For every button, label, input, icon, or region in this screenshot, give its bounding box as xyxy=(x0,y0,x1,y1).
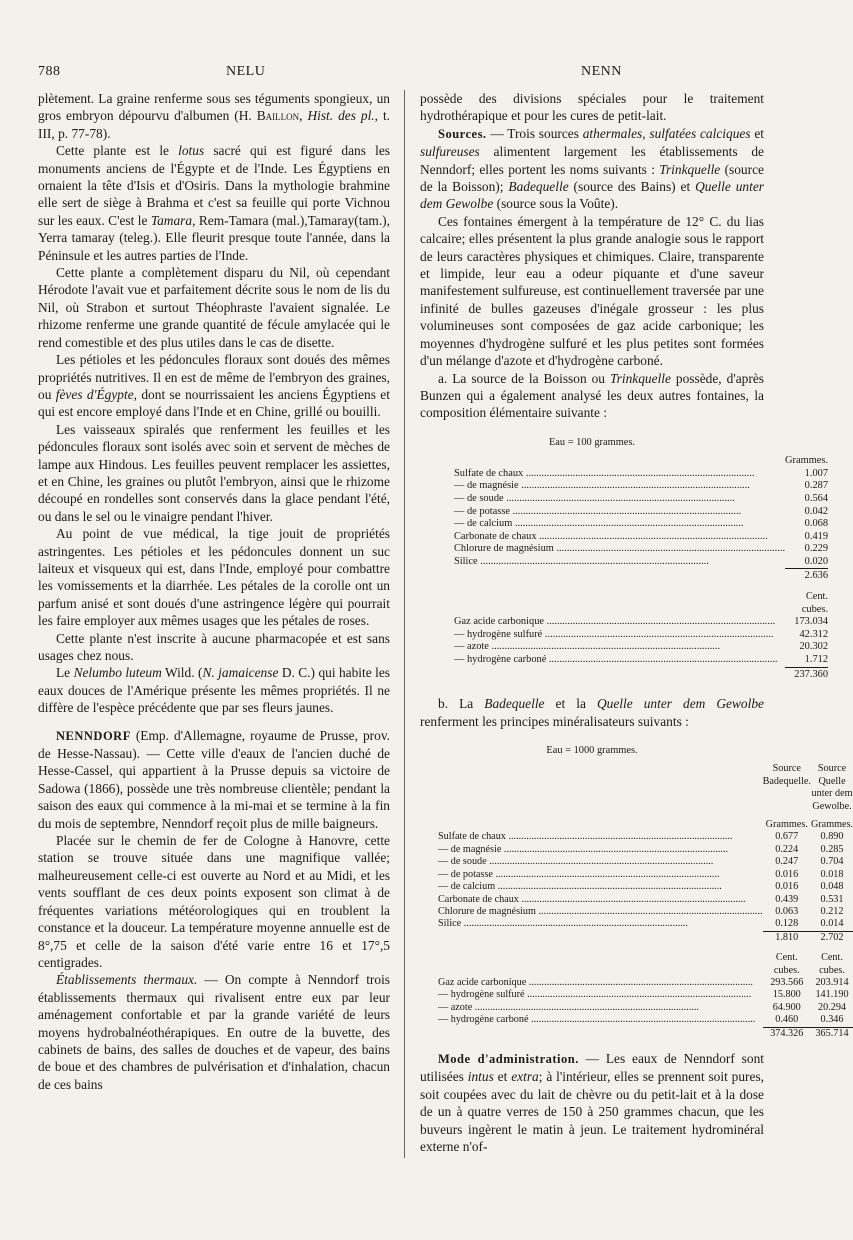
running-head-right: NENN xyxy=(581,64,622,79)
table-trinkquelle xyxy=(454,455,828,681)
table-row: — azote ..... 64.900 20.294 xyxy=(438,1002,853,1014)
paragraph: plètement. La graine renferme sous ses téguments spongieux, un gros embryon dépourvu d'albumen (H. Baillon, Hist. des pl., t. III, p. 77-78). xyxy=(38,91,391,141)
paragraph: Cette plante est le lotus sacré qui est figuré dans les monuments anciens de l'Égypte et de l'Inde. Les Égyptiens en ornaient la tête d'Isis et d'Osiris. Dans la mythologie brahmine elle sert de siège à Brahma et c'est sa feuille qui porte Vichnou sur les eaux. C'est le Tamara, Rem-Tamara (mal.),Tamaray(tam.), Yerra tamaray (teleg.). Elle fleurit presque toute l'année, dans la Péninsule et les autres parties de l'Inde. xyxy=(38,143,390,263)
table-total: 1.810 2.702 xyxy=(438,931,853,944)
paragraph: Le Nelumbo luteum Wild. (N. jamaicense D. C.) qui habite les eaux douces de l'Amérique présente les mêmes propriétés. Il ne diffère de l'espèce précédente que par ses fleurs jaunes. xyxy=(38,665,390,716)
section-heading: Sources. xyxy=(438,126,487,141)
table-total: 374.326 365.714 xyxy=(438,1027,853,1040)
paragraph: Sources. — Trois sources athermales, sulfatées calciques et sulfureuses alimentent largement les établissements de Nenndorf; elles portent les noms suivants : Trinkquelle (source de la Boisson); Badequelle (source des Bains) et Quelle unter dem Gewolbe (source sous la Voûte). xyxy=(420,125,765,212)
table-total: 237.360 xyxy=(454,667,828,681)
paragraph: b. La Badequelle et la Quelle unter dem Gewolbe renferment les principes minéralisateurs suivants : xyxy=(420,696,764,729)
table-row: — azote ..... 20.302 xyxy=(454,641,828,654)
column-header: Source Quelle unter dem Gewolbe. xyxy=(811,763,853,812)
unit-header: Grammes. xyxy=(785,455,829,467)
table-row: — de potasse ..... 0.016 0.018 xyxy=(438,869,853,881)
table-badequelle-gewolbe xyxy=(438,763,853,1040)
table-row: — de soude ..... 0.247 0.704 xyxy=(438,856,853,868)
paragraph: Cette plante a complètement disparu du Nil, où cependant Hérodote l'avait vue et parfaitement décrite sous le nom de lis du Nil, où Strabon et surtout Théophraste l'avaient signalée. Le rhizome renferme une grande quantité de fécule amylacée qui le rend comestible et des plus utiles dans le cas de disette. xyxy=(38,265,390,350)
table-row: Gaz acide carbonique ..... 173.034 xyxy=(454,616,828,629)
table-row: — hydrogène sulfuré ..... 15.800 141.190 xyxy=(438,989,853,1001)
table2-caption: Eau = 1000 grammes. xyxy=(546,745,638,757)
paragraph: Au point de vue médical, la tige jouit de propriétés astringentes. Les pétioles et les pédoncules donnent un suc laiteux et visqueux qui est, dans l'Inde, employé pour combattre les vomissements et la diarrhée. Les pétales de la corolle ont un parfum anisé et sont doués d'une astringence légère qui pourrait les faire employer aux mêmes usages que les pétales de roses. xyxy=(38,526,390,629)
table-row: Silice ..... 0.020 xyxy=(454,556,828,569)
unit-header: Grammes. xyxy=(765,819,808,831)
table-row: — de calcium ..... 0.016 0.048 xyxy=(438,881,853,893)
right-column xyxy=(420,90,853,1155)
unit-header: Grammes. xyxy=(810,819,853,831)
table-total: 2.636 xyxy=(454,569,828,583)
table-row: Chlorure de magnésium ..... 0.229 xyxy=(454,543,828,556)
paragraph: a. La source de la Boisson ou Trinkquelle possède, d'après Bunzen qui a également analysé les deux autres fontaines, la composition élémentaire suivante : xyxy=(420,370,764,421)
paragraph: Les pétioles et les pédoncules floraux sont doués des mêmes propriétés nutritives. Il en est de même de l'embryon des graines, ou fèves d'Égypte, dont se nourrissaient les anciens Égyptiens et qui est encore employé dans l'Inde et en Chine, grillé ou bouilli. xyxy=(38,352,390,420)
table-row: — hydrogène carboné ..... 1.712 xyxy=(454,654,828,667)
column-divider xyxy=(404,90,405,1158)
running-head-left: NELU xyxy=(226,64,266,79)
table-row: Carbonate de chaux ..... 0.419 xyxy=(454,531,828,544)
unit-header: Cent. cubes. xyxy=(773,952,800,976)
section-heading: Mode d'administration. xyxy=(438,1051,579,1066)
paragraph: Cette plante n'est inscrite à aucune pharmacopée et est sans usages chez nous. xyxy=(38,630,390,663)
unit-header: Cent. cubes. xyxy=(801,591,829,615)
table-row: — de calcium ..... 0.068 xyxy=(454,518,828,531)
book-title: Hist. des pl. xyxy=(307,108,375,124)
table-row: Chlorure de magnésium ..... 0.063 0.212 xyxy=(438,906,853,918)
entry-headword: NENNDORF xyxy=(56,728,131,743)
table-row: — de soude ..... 0.564 xyxy=(454,493,828,506)
table-row: — hydrogène carboné ..... 0.460 0.346 xyxy=(438,1014,853,1027)
table-row: — de magnésie ..... 0.224 0.285 xyxy=(438,844,853,856)
table-row: Gaz acide carbonique ..... 293.566 203.914 xyxy=(438,977,853,989)
section-heading: Établissements thermaux. xyxy=(56,972,198,988)
paragraph: Placée sur le chemin de fer de Cologne à Hanovre, cette station se trouve située dans une magnifique vallée; malheureusement celle-ci est ouverte au Nord et au Midi, et les vents soufflant de ces deux points exposent son climat à de fréquentes variations météorologiques qui en troublent la constance et la douceur. La température moyenne annuelle est de 8°,75 et celle de la saison d'été varie entre 16 et 17°,5 centigrades. xyxy=(38,833,390,970)
table-row: — de magnésie ..... 0.287 xyxy=(454,480,828,493)
table-row: — de potasse ..... 0.042 xyxy=(454,506,828,519)
table-row: Silice ..... 0.128 0.014 xyxy=(438,918,853,931)
paragraph: Mode d'administration. — Les eaux de Nenndorf sont utilisées intus et extra; à l'intérieur, elles se prennent soit pures, soit coupées avec du lait de chèvre ou du petit-lait et à la dose de un à quatre verres de 150 à 250 grammes chacun, que les buveurs ingèrent le matin à jeun. Le traitement hydrominéral externe n'of- xyxy=(420,1050,765,1154)
entry-nenndorf: NENNDORF (Emp. d'Allemagne, royaume de Prusse, prov. de Hesse-Nassau). — Cette ville d'eaux de l'ancien duché de Hesse-Cassel, qui appartient à la Prusse depuis sa victoire de Sadowa (1866), possède une très nombreuse clientèle; pendant la saison des eaux qui commence à la mi-mai et se termine à la fin du mois de septembre, Nenndorf reçoit plus de mille baigneurs. xyxy=(38,727,390,831)
paragraph: Établissements thermaux. — On compte à Nenndorf trois établissements thermaux qui rivalisent entre eux par leur aménagement confortable et par la grande variété de leurs moyens hydrobalnéothérapiques. En outre de la buvette, des cabinets de bains, des salles de douches et de vapeur, des bains de boue et des chambres de pulvérisation et d'inhalation, chacun de ces bains xyxy=(38,972,391,1092)
table-row: Carbonate de chaux ..... 0.439 0.531 xyxy=(438,894,853,906)
left-column xyxy=(38,90,390,1093)
table-row: Sulfate de chaux ..... 0.677 0.890 xyxy=(438,831,853,843)
table1-caption: Eau = 100 grammes. xyxy=(548,436,636,448)
paragraph: Ces fontaines émergent à la température de 12° C. du lias calcaire; elles présentent la plus grande analogie sous le rapport de leurs caractères physiques et chimiques. Claire, transparente et limpide, leur eau a odeur piquante et d'une saveur manifestement sulfureuse, est continuellement traversée par une infinité de bulles gazeuses d'inégale grosseur : les plus volumineuses sont composées de gaz acide carbonique; les moyennes d'hydrogène sulfuré et les plus petites sont formées d'un mélange d'azote et d'hydrogène carboné. xyxy=(420,213,764,369)
author-name: Baillon xyxy=(256,108,300,124)
column-header: Source Badequelle. xyxy=(762,763,811,787)
table-row: — hydrogène sulfuré ..... 42.312 xyxy=(454,629,828,642)
paragraph: possède des divisions spéciales pour le traitement hydrothérapique et pour les cures de petit-lait. xyxy=(420,91,764,124)
unit-header: Cent. cubes. xyxy=(819,952,845,976)
page-number: 788 xyxy=(38,64,61,79)
table-row: Sulfate de chaux ..... 1.007 xyxy=(454,468,828,481)
paragraph: Les vaisseaux spiralés que renferment les feuilles et les pédoncules floraux sont isolés avec soin et servent de mèches de lampe aux Hindous. Les feuilles peuvent remplacer les assiettes, et en Chine, les graines ou plutôt l'embryon, ainsi que le rhizome découpé en rondelles sont conservés dans la glace pendant l'été, ou dans le sel ou le vinaigre pendant l'hiver. xyxy=(38,421,390,524)
